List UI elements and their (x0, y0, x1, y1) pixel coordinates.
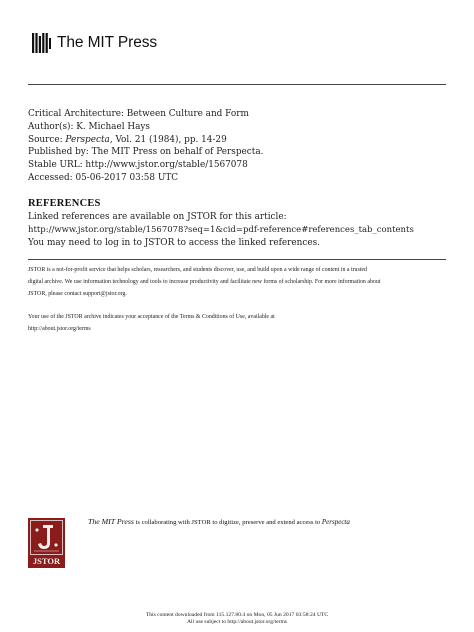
terms-line-1: JSTOR is a not-for-profit service that helps scholars, researchers, and students discover, use, and build upon a wide range of content in a trusted (28, 267, 367, 273)
references-block (28, 211, 448, 249)
stable-url-link[interactable]: Stable URL: http://www.jstor.org/stable/1567078 (28, 160, 248, 171)
article-title: Critical Architecture: Between Culture and Form (28, 109, 249, 119)
source-journal: Perspecta (65, 134, 110, 145)
references-heading: REFERENCES (28, 198, 101, 209)
jstor-terms (28, 264, 448, 335)
top-divider (28, 84, 446, 85)
jstor-logo-text: JSTOR (32, 556, 61, 566)
mit-press-bars-icon (32, 33, 51, 53)
collab-journal-name: Perspecta (321, 518, 350, 526)
collab-press-name: The MIT Press (88, 517, 134, 526)
source-prefix: Source: (28, 134, 66, 145)
download-line-2: All use subject to http://about.jstor.org/terms (187, 619, 287, 625)
source-suffix: , Vol. 21 (1984), pp. 14-29 (109, 134, 227, 145)
article-publisher: Published by: The MIT Press on behalf of Perspecta. (28, 147, 264, 158)
terms-line-3: JSTOR, please contact support@jstor.org. (28, 291, 127, 297)
collab-middle-text: is collaborating with JSTOR to digitize, preserve and extend access to (133, 519, 322, 526)
jstor-logo-icon (28, 518, 65, 568)
download-line-1: This content downloaded from 115.127.80.4 on Mon, 05 Jun 2017 03:58:24 UTC (145, 612, 329, 618)
download-notice (0, 612, 474, 626)
terms-url-link[interactable]: http://about.jstor.org/terms (28, 326, 91, 332)
article-authors: Author(s): K. Michael Hays (28, 121, 150, 132)
middle-divider (28, 259, 446, 260)
publisher-name: The MIT Press (57, 34, 158, 51)
references-note: Linked references are available on JSTOR for this article: (28, 212, 287, 222)
terms-line-2: digital archive. We use information technology and tools to increase productivity and facilitate new forms of scholarship. For more information about (28, 279, 381, 285)
references-login-note: You may need to log in to JSTOR to access the linked references. (28, 237, 320, 248)
references-url-link[interactable]: http://www.jstor.org/stable/1567078?seq=1&cid=pdf-reference#references_tab_contents (28, 224, 414, 235)
terms-line-4: Your use of the JSTOR archive indicates your acceptance of the Terms & Conditions of Use, available at (28, 314, 275, 320)
accessed-date: Accessed: 05-06-2017 03:58 UTC (28, 172, 179, 183)
mit-press-logo (32, 32, 157, 54)
article-source (28, 134, 448, 147)
citation-block (28, 108, 448, 185)
collaboration-note (88, 517, 350, 526)
